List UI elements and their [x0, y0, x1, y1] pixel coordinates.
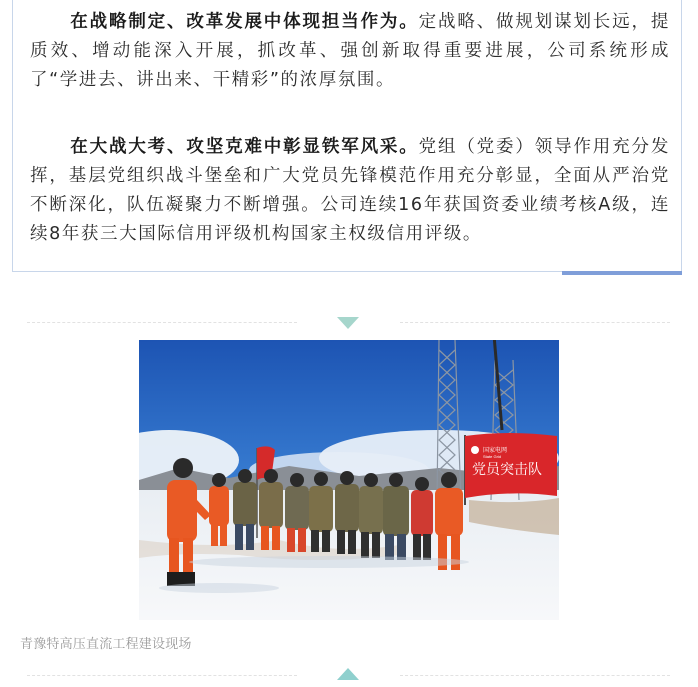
paragraph-2-body: 党组（党委）领导作用充分发挥，基层党组织战斗堡垒和广大党员先锋模范作用充分彰显，全面从严治党不断深化，队伍凝聚力不断增强。公司连续16年获国资委业绩考核A级，连续8年获三大国际信用评级机构国家主权级信用评级。	[30, 137, 670, 244]
text-card	[12, 0, 682, 272]
top-divider-right	[400, 322, 670, 323]
photo-caption: 青豫特高压直流工程建设现场	[20, 637, 192, 652]
construction-site-photo	[139, 340, 559, 620]
paragraph-2	[30, 133, 670, 249]
card-accent-bar	[562, 271, 682, 275]
flag-logo-text: 国家电网	[483, 448, 508, 454]
bottom-divider-right	[400, 675, 670, 676]
paragraph-1-body: 定战略、做规划谋划长远，提质效、增动能深入开展，抓改革、强创新取得重要进展，公司系统形成了“学进去、讲出来、干精彩”的浓厚氛围。	[30, 12, 670, 90]
paragraph-1-lead: 在战略制定、改革发展中体现担当作为。	[70, 12, 419, 32]
flag-text: 党员突击队	[472, 462, 542, 478]
paragraph-2-lead: 在大战大考、攻坚克难中彰显铁军风采。	[70, 137, 419, 157]
triangle-down-icon	[337, 317, 359, 329]
paragraph-1	[30, 8, 670, 95]
photo-illustration	[139, 340, 559, 620]
bottom-divider-left	[27, 675, 297, 676]
triangle-up-icon	[337, 668, 359, 680]
flag-logo-sub: State Grid	[483, 454, 502, 459]
top-divider-left	[27, 322, 297, 323]
